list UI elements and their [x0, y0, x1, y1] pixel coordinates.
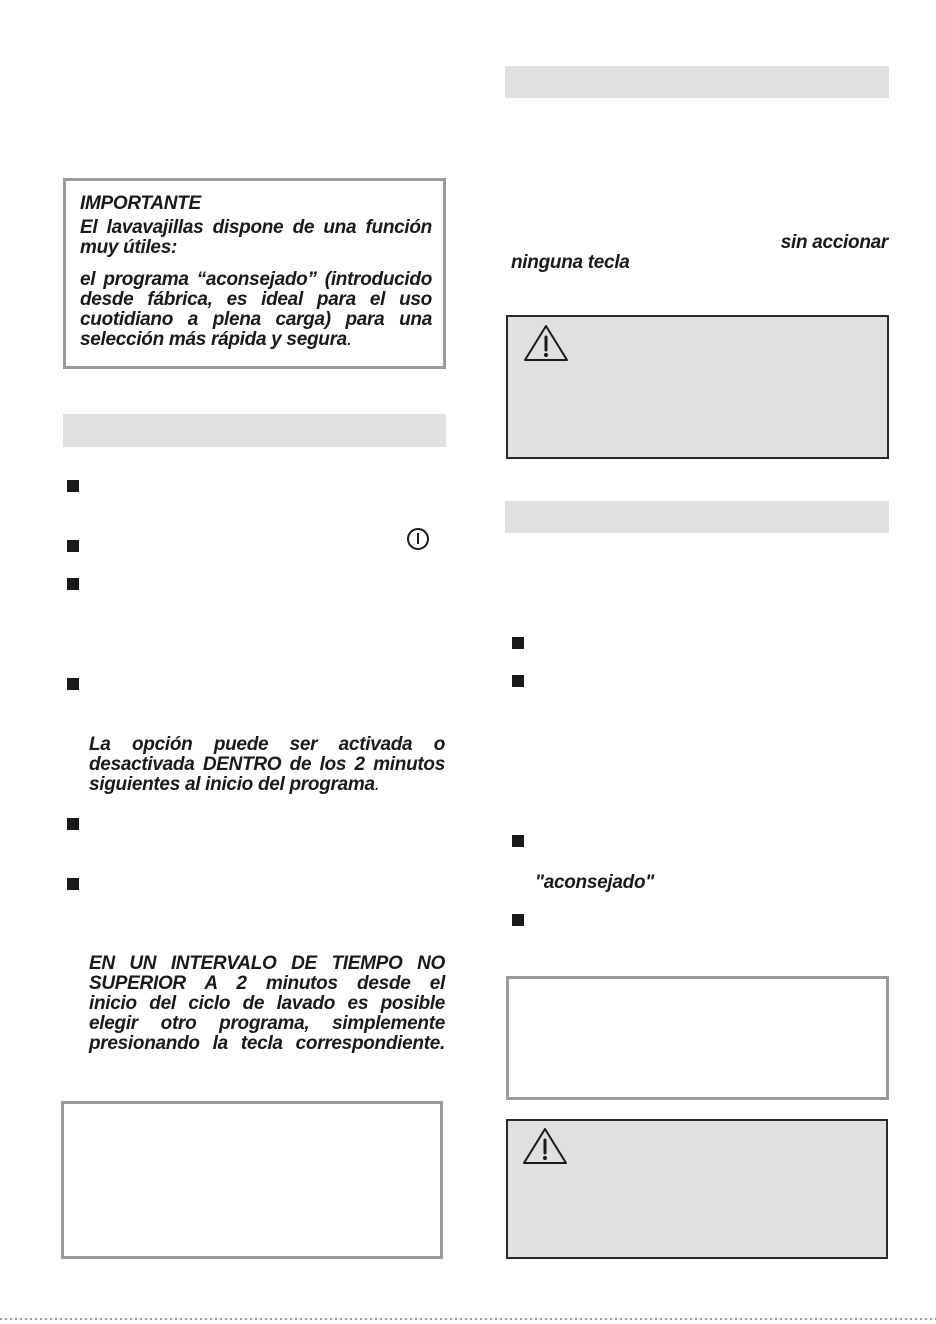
left-bullet-5: [67, 818, 79, 830]
left-section-header-bar: [63, 414, 446, 447]
important-line-1: El lavavajillas dispone de una función: [80, 217, 432, 238]
important-para-line-3: cuotidiano a plena carga) para una: [80, 309, 432, 330]
left-bullet-4: [67, 678, 79, 690]
important-para-line-1: el programa “aconsejado” (introducido: [80, 269, 432, 290]
page-bottom-dotted-edge: [0, 1318, 936, 1320]
right-bullet-4: [512, 914, 524, 926]
important-heading: IMPORTANTE: [80, 193, 201, 214]
interval-line-1: EN UN INTERVALO DE TIEMPO NO: [89, 953, 445, 974]
power-button-icon: [407, 528, 429, 550]
important-para-line-4-text: selección más rápida y segura: [80, 329, 347, 350]
right-top-header-bar: [505, 66, 889, 98]
important-para-line-4: [80, 330, 352, 350]
left-bullet-2: [67, 540, 79, 552]
right-middle-header-bar: [505, 501, 889, 533]
interval-line-5: presionando la tecla correspondiente.: [89, 1033, 445, 1054]
right-bullet-1: [512, 637, 524, 649]
interval-line-2: SUPERIOR A 2 minutos desde el: [89, 973, 445, 994]
right-bullet-2: [512, 675, 524, 687]
right-bullet-3: [512, 835, 524, 847]
option-note-line-3: [89, 775, 380, 795]
option-note-line-3-text: siguientes al inicio del programa: [89, 774, 375, 795]
aconsejado-text: "aconsejado": [535, 872, 654, 893]
right-empty-box: [506, 976, 889, 1100]
interval-line-4: elegir otro programa, simplemente: [89, 1013, 445, 1034]
warning-triangle-icon-2: [522, 1126, 568, 1166]
important-para-end: .: [346, 329, 352, 350]
left-bottom-box: [61, 1101, 443, 1259]
left-bullet-3: [67, 578, 79, 590]
option-note-end: .: [374, 774, 380, 795]
left-bullet-1: [67, 480, 79, 492]
interval-line-3: inicio del ciclo de lavado es posible: [89, 993, 445, 1014]
option-note-line-2: desactivada DENTRO de los 2 minutos: [89, 754, 445, 775]
option-note-line-1: La opción puede ser activada o: [89, 734, 445, 755]
important-para-line-2: desde fábrica, es ideal para el uso: [80, 289, 432, 310]
sin-accionar-text: sin accionar: [780, 232, 888, 253]
important-line-2: muy útiles:: [80, 237, 177, 258]
ninguna-tecla-text: ninguna tecla: [511, 252, 630, 273]
warning-triangle-icon: [523, 323, 569, 363]
left-bullet-6: [67, 878, 79, 890]
